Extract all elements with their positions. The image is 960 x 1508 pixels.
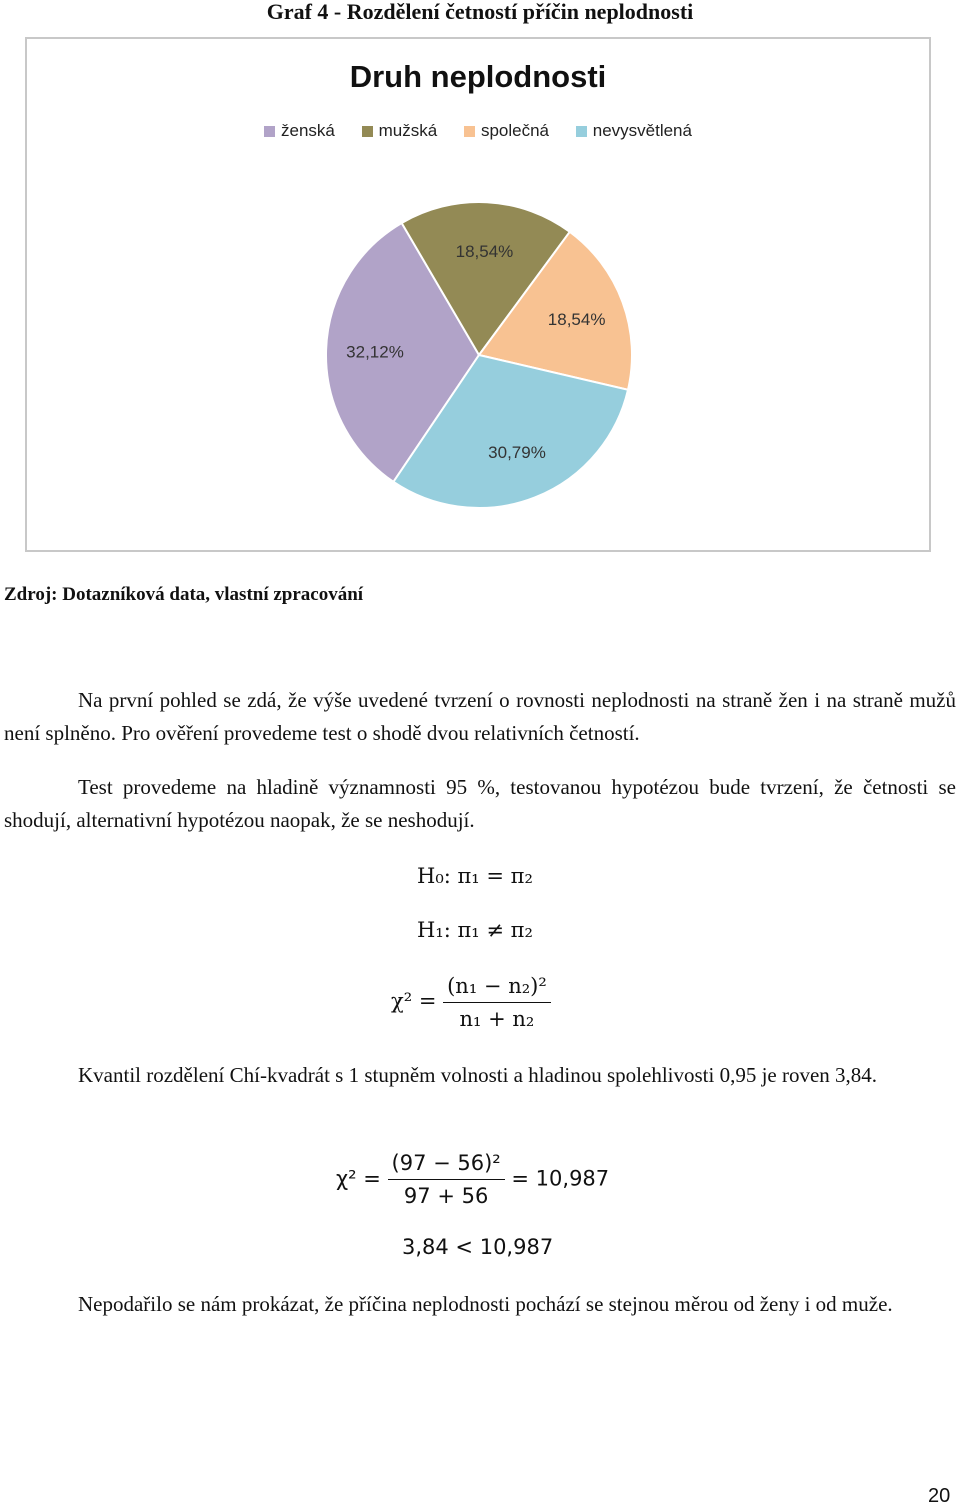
calc-fraction (388, 1147, 505, 1212)
chi-square-calculation (336, 1147, 609, 1212)
chi-square-formula (391, 970, 551, 1035)
pie-chart (0, 0, 960, 560)
hypothesis-h1: H₁: π₁ ≠ π₂ (417, 918, 533, 942)
paragraph-4 (4, 1288, 956, 1321)
figure-caption: Graf 4 - Rozdělení četností příčin neplodnosti (266, 0, 694, 24)
paragraph-2-text: Test provedeme na hladině významnosti 95 %, testovanou hypotézou bude tvrzení, že četnosti se shodují, alternativní hypotézou naopak, že se neshodují. (4, 775, 956, 832)
page-number: 20 (928, 1485, 951, 1507)
legend-label: ženská (281, 121, 335, 140)
legend-label: mužská (378, 121, 438, 140)
calc-lhs: χ² = (336, 1166, 381, 1191)
chi-formula-numerator: (n₁ − n₂)² (443, 970, 551, 1003)
hypothesis-h0: H₀: π₁ = π₂ (417, 864, 533, 888)
paragraph-2 (4, 771, 956, 837)
legend-label: nevysvětlená (592, 121, 692, 140)
paragraph-1-text: Na první pohled se zdá, že výše uvedené tvrzení o rovnosti neplodnosti na straně žen i na straně mužů není splněno. Pro ověření provedeme test o shodě dvou relativních četností. (4, 688, 956, 745)
comparison: 3,84 < 10,987 (402, 1235, 554, 1259)
chi-formula-fraction (443, 970, 551, 1035)
source-note: Zdroj: Dotazníková data, vlastní zpracování (4, 584, 364, 605)
calc-denominator: 97 + 56 (403, 1184, 489, 1208)
pie-data-label-0: 32,12% (346, 342, 404, 362)
legend-label: společná (480, 121, 549, 140)
pie-data-label-1: 18,54% (455, 242, 514, 262)
chart-title: Druh neplodnosti (349, 59, 607, 94)
paragraph-1 (4, 684, 956, 750)
calc-numerator: (97 − 56)² (388, 1147, 505, 1180)
chi-formula-lhs: χ² = (391, 989, 437, 1013)
chi-formula-denominator: n₁ + n₂ (459, 1007, 535, 1031)
paragraph-4-text: Nepodařilo se nám prokázat, že příčina neplodnosti pochází se stejnou měrou od ženy i od muže. (78, 1292, 893, 1316)
paragraph-3 (4, 1059, 956, 1092)
calc-rhs: = 10,987 (511, 1166, 610, 1191)
pie-data-label-3: 30,79% (488, 442, 546, 462)
pie-data-label-2: 18,54% (547, 310, 606, 330)
paragraph-3-text: Kvantil rozdělení Chí-kvadrát s 1 stupněm volnosti a hladinou spolehlivosti 0,95 je roven 3,84. (78, 1063, 878, 1087)
